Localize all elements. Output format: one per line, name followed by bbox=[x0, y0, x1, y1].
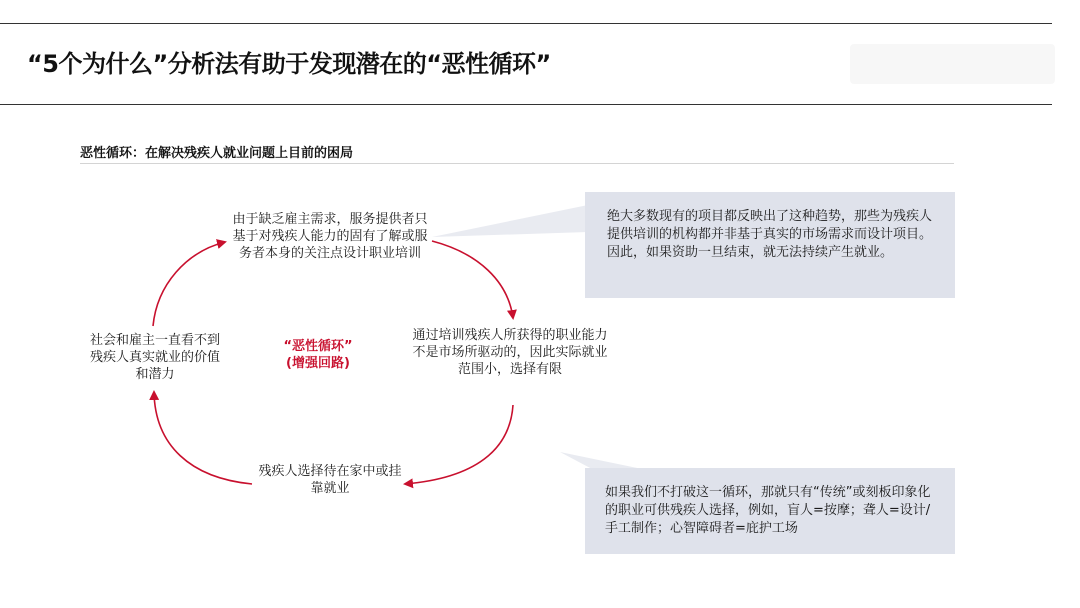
callout-2-pointer bbox=[560, 452, 642, 469]
cycle-arrow-left-to-top bbox=[153, 242, 225, 326]
page-title: “5个为什么”分析法有助于发现潜在的“恶性循环” bbox=[27, 50, 551, 78]
callout-funding-trend: 绝大多数现有的项目都反映出了这种趋势，那些为残疾人提供培训的机构都并非基于真实的市场需求而设计项目。因此，如果资助一旦结束，就无法持续产生就业。 bbox=[585, 192, 955, 298]
diagram-subtitle: 恶性循环：在解决残疾人就业问题上目前的困局 bbox=[80, 146, 354, 161]
cycle-arrow-bottom-to-left bbox=[154, 392, 252, 484]
callout-1-pointer bbox=[432, 205, 588, 237]
cycle-node-stay-home: 残疾人选择待在家中或挂靠就业 bbox=[258, 464, 402, 496]
cycle-node-training-design: 由于缺乏雇主需求，服务提供者只基于对残疾人能力的固有了解或服务者本身的关注点设计职业培训 bbox=[232, 212, 428, 261]
vicious-cycle-label bbox=[268, 338, 368, 372]
vicious-cycle-title: “恶性循环” bbox=[283, 339, 353, 354]
cycle-node-limited-skills: 通过培训残疾人所获得的职业能力不是市场所驱动的，因此实际就业范围小，选择有限 bbox=[412, 328, 608, 377]
callout-break-cycle: 如果我们不打破这一循环，那就只有“传统”或刻板印象化的职业可供残疾人选择，例如，盲人=按摩；聋人=设计/手工制作；心智障碍者=庇护工场 bbox=[585, 468, 955, 554]
cycle-node-employer-perception: 社会和雇主一直看不到残疾人真实就业的价值和潜力 bbox=[89, 333, 220, 382]
cycle-arrow-right-to-bottom bbox=[405, 405, 513, 484]
cycle-arrow-top-to-right bbox=[432, 241, 513, 318]
reinforcing-loop-label: (增强回路) bbox=[286, 356, 350, 371]
